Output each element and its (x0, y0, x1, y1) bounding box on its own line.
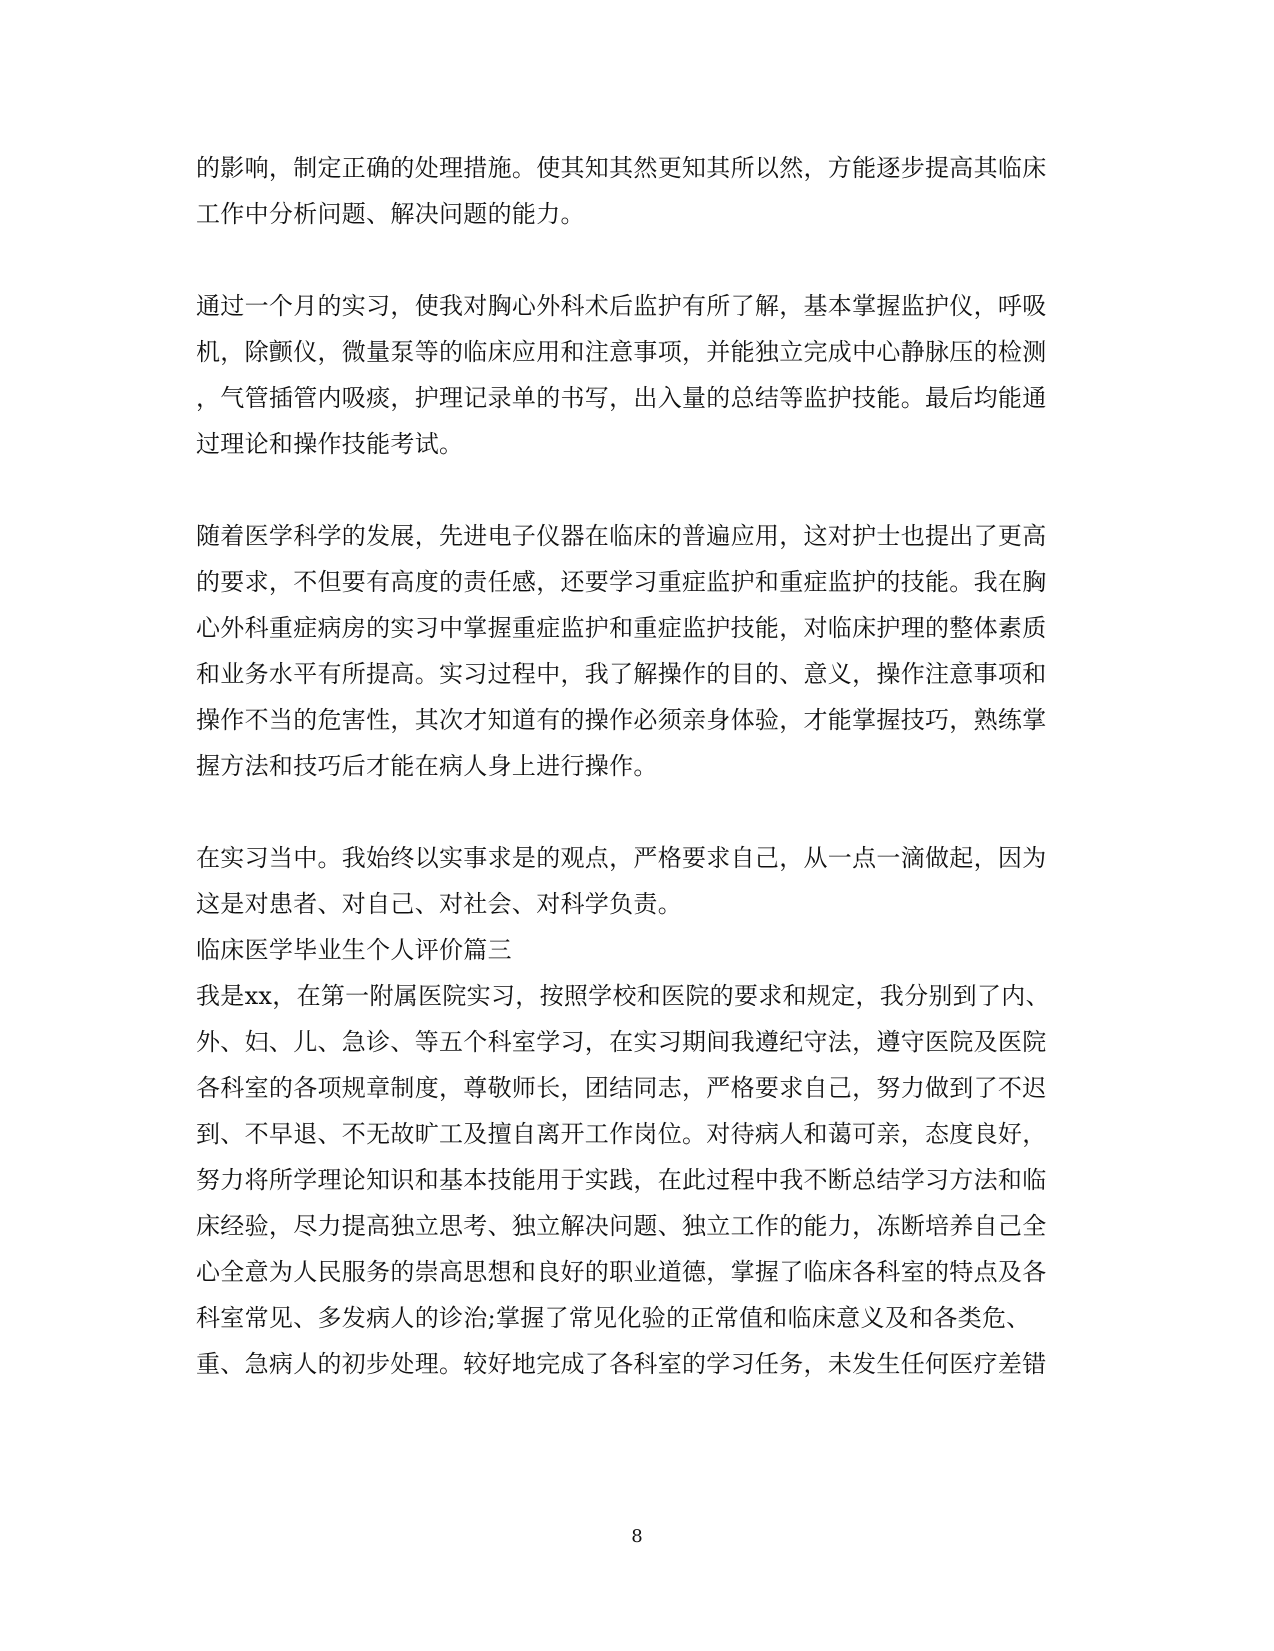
text-line: 床经验，尽力提高独立思考、独立解决问题、独立工作的能力，冻断培养自己全 (196, 1212, 1047, 1240)
text-line: 和业务水平有所提高。实习过程中，我了解操作的目的、意义，操作注意事项和 (196, 660, 1047, 688)
text-line: 我是xx，在第一附属医院实习，按照学校和医院的要求和规定，我分别到了内、 (196, 982, 1050, 1010)
text-line: 通过一个月的实习，使我对胸心外科术后监护有所了解，基本掌握监护仪，呼吸 (196, 292, 1047, 320)
text-line: 心外科重症病房的实习中掌握重症监护和重症监护技能，对临床护理的整体素质 (196, 614, 1047, 642)
text-line: ，气管插管内吸痰，护理记录单的书写，出入量的总结等监护技能。最后均能通 (196, 384, 1047, 412)
text-line: 的影响，制定正确的处理措施。使其知其然更知其所以然，方能逐步提高其临床 (196, 154, 1047, 182)
text-line: 机，除颤仪，微量泵等的临床应用和注意事项，并能独立完成中心静脉压的检测 (196, 338, 1047, 366)
text-line: 到、不早退、不无故旷工及擅自离开工作岗位。对待病人和蔼可亲，态度良好， (196, 1120, 1047, 1148)
section-heading: 临床医学毕业生个人评价篇三 (196, 936, 512, 964)
text-line: 在实习当中。我始终以实事求是的观点，严格要求自己，从一点一滴做起，因为 (196, 844, 1047, 872)
text-line: 科室常见、多发病人的诊治;掌握了常见化验的正常值和临床意义及和各类危、 (196, 1304, 1031, 1332)
text-line: 这是对患者、对自己、对社会、对科学负责。 (196, 890, 682, 918)
text-line: 努力将所学理论知识和基本技能用于实践，在此过程中我不断总结学习方法和临 (196, 1166, 1047, 1194)
text-line: 过理论和操作技能考试。 (196, 430, 464, 458)
text-line: 外、妇、儿、急诊、等五个科室学习，在实习期间我遵纪守法，遵守医院及医院 (196, 1028, 1047, 1056)
text-line: 操作不当的危害性，其次才知道有的操作必须亲身体验，才能掌握技巧，熟练掌 (196, 706, 1047, 734)
text-line: 重、急病人的初步处理。较好地完成了各科室的学习任务，未发生任何医疗差错 (196, 1350, 1047, 1378)
text-line: 工作中分析问题、解决问题的能力。 (196, 200, 585, 228)
text-line: 心全意为人民服务的崇高思想和良好的职业道德，掌握了临床各科室的特点及各 (196, 1258, 1047, 1286)
text-line: 握方法和技巧后才能在病人身上进行操作。 (196, 752, 658, 780)
text-line: 的要求，不但要有高度的责任感，还要学习重症监护和重症监护的技能。我在胸 (196, 568, 1047, 596)
page-number: 8 (631, 1526, 643, 1547)
text-line: 随着医学科学的发展，先进电子仪器在临床的普遍应用，这对护士也提出了更高 (196, 522, 1047, 550)
text-line: 各科室的各项规章制度，尊敬师长，团结同志，严格要求自己，努力做到了不迟 (196, 1074, 1047, 1102)
